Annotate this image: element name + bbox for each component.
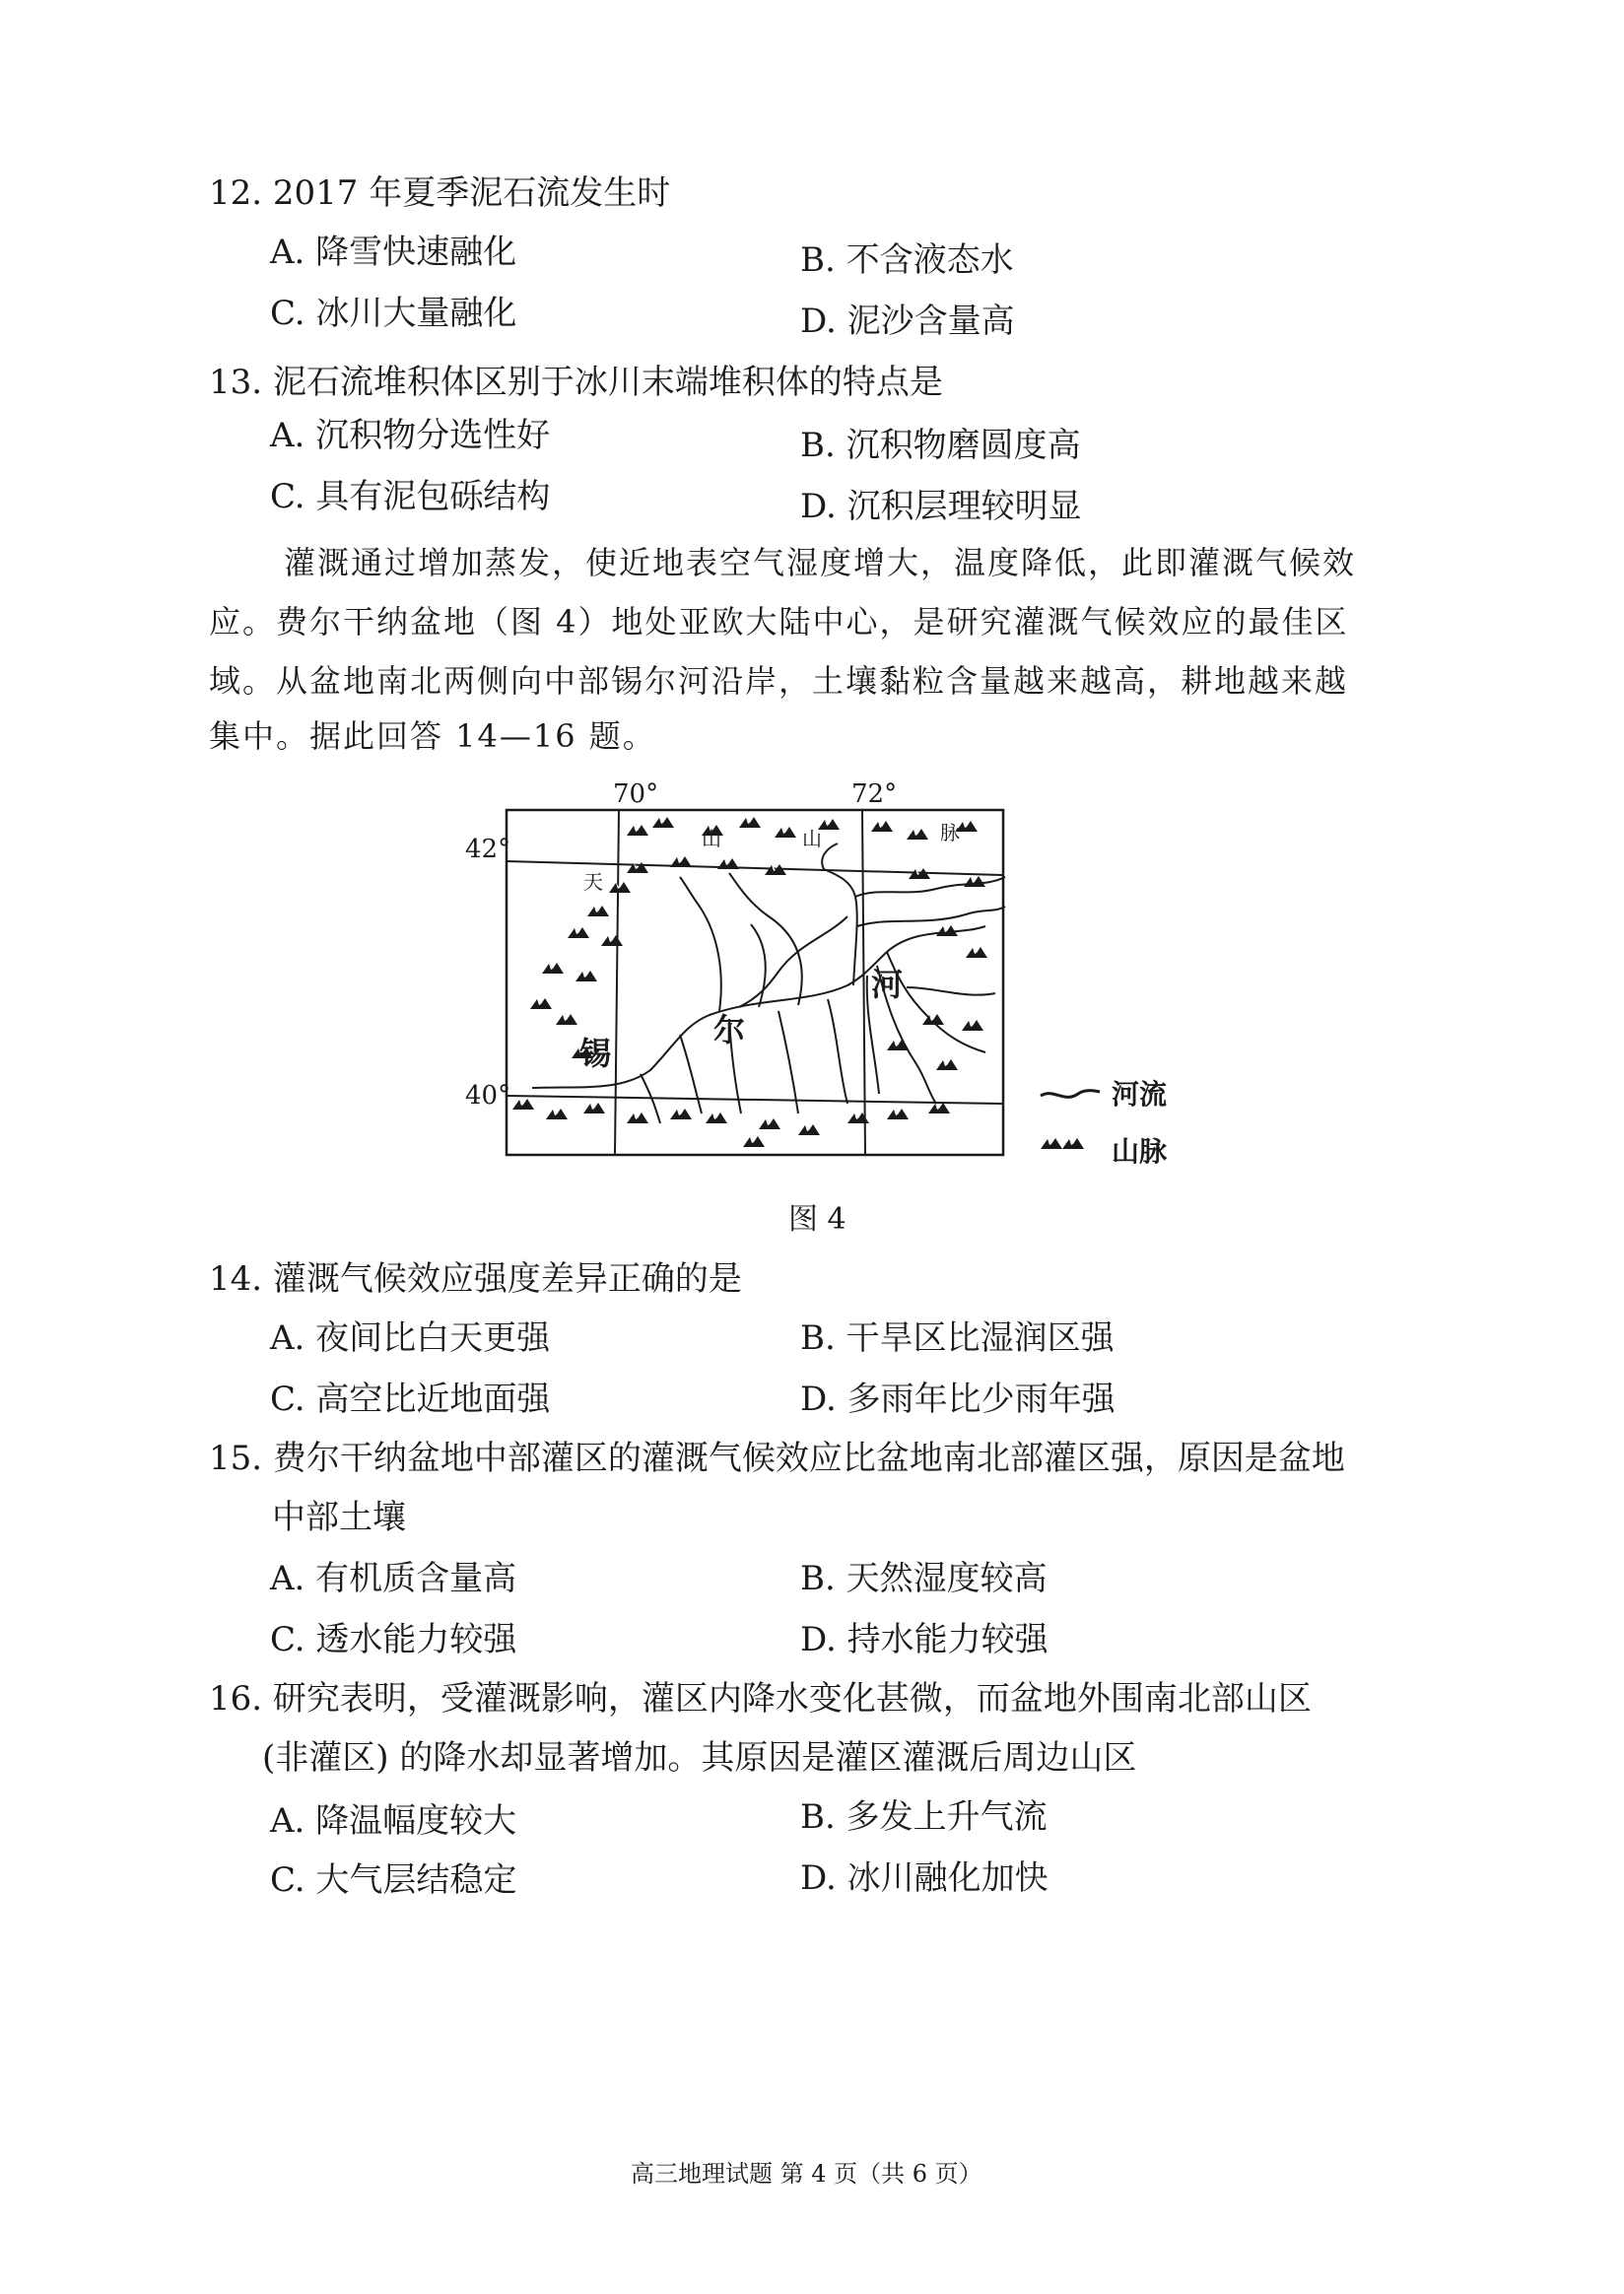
map-char-shan-1: 山	[702, 827, 721, 850]
river-south-7	[680, 1035, 702, 1113]
mountain-34	[627, 1113, 648, 1123]
mountain-23	[556, 1014, 577, 1025]
river-network	[532, 843, 1005, 1123]
mountain-5	[775, 827, 796, 838]
question-16-stem-cont: (非灌区) 的降水却显著增加。其原因是灌区灌溉后周边山区	[262, 1738, 1137, 1778]
question-14-option-d[interactable]: D. 多雨年比少雨年强	[800, 1380, 1116, 1419]
mountain-26	[966, 947, 987, 958]
mountain-39	[743, 1136, 765, 1147]
question-14-option-c[interactable]: C. 高空比近地面强	[270, 1380, 551, 1419]
question-15-stem-cont: 中部土壤	[272, 1498, 406, 1537]
question-16-stem: 16. 研究表明，受灌溉影响，灌区内降水变化甚微，而盆地外围南北部山区	[209, 1679, 1312, 1719]
mountain-21	[575, 971, 597, 981]
fergana-basin-map	[465, 778, 1202, 1173]
mountain-1	[627, 825, 648, 836]
lat-line-42	[507, 861, 1003, 875]
question-15-stem: 15. 费尔干纳盆地中部灌区的灌溉气候效应比盆地南北部灌区强，原因是盆地	[209, 1439, 1345, 1478]
passage-line-1: 灌溉通过增加蒸发，使近地表空气湿度增大，温度降低，此即灌溉气候效	[284, 544, 1357, 581]
map-char-tian: 天	[583, 870, 603, 894]
river-north-3	[729, 873, 802, 1005]
river-naryn	[824, 869, 857, 985]
question-14-stem: 14. 灌溉气候效应强度差异正确的是	[209, 1259, 742, 1299]
lat-label-42: 42°	[465, 835, 511, 864]
river-east-1	[907, 987, 995, 995]
page-footer: 高三地理试题 第 4 页（共 6 页）	[631, 2160, 982, 2188]
river-north-7	[822, 843, 838, 869]
map-char-xi: 锡	[579, 1035, 612, 1072]
mountain-16	[609, 882, 631, 893]
mountain-36	[706, 1113, 727, 1123]
question-16-option-c[interactable]: C. 大气层结稳定	[270, 1860, 517, 1900]
mountain-32	[546, 1109, 568, 1119]
question-15-option-b[interactable]: B. 天然湿度较高	[800, 1559, 1048, 1598]
legend-river-label: 河流	[1112, 1078, 1168, 1111]
mountain-42	[928, 1103, 950, 1113]
mountain-7	[871, 821, 893, 832]
river-north-4	[680, 877, 721, 1011]
mountain-41	[887, 1109, 909, 1119]
question-16-option-a[interactable]: A. 降温幅度较大	[270, 1801, 517, 1841]
mountain-2	[652, 817, 674, 828]
question-15-option-a[interactable]: A. 有机质含量高	[270, 1559, 517, 1598]
mountain-15	[964, 876, 985, 887]
lon-label-70: 70°	[613, 779, 659, 809]
mountain-20	[542, 963, 564, 974]
mountain-11	[670, 856, 692, 867]
map-legend	[1041, 1078, 1168, 1168]
question-14-option-b[interactable]: B. 干旱区比湿润区强	[800, 1318, 1115, 1358]
mountain-18	[568, 927, 589, 938]
map-char-er: 尔	[713, 1011, 746, 1048]
mountain-30	[936, 1059, 958, 1070]
lon-line-70	[615, 810, 619, 1155]
mountain-38	[798, 1124, 820, 1135]
mountain-4	[739, 817, 761, 828]
map-char-mai: 脉	[940, 821, 960, 844]
question-12-option-d[interactable]: D. 泥沙含量高	[800, 302, 1015, 341]
question-13-option-b[interactable]: B. 沉积物磨圆度高	[800, 426, 1081, 465]
mountain-40	[847, 1113, 869, 1123]
passage-line-4: 集中。据此回答 14—16 题。	[209, 717, 656, 755]
lat-label-40: 40°	[465, 1081, 511, 1111]
mountain-35	[670, 1109, 692, 1119]
question-15-option-d[interactable]: D. 持水能力较强	[800, 1620, 1049, 1659]
map-char-he: 河	[871, 966, 904, 1003]
mountain-33	[583, 1103, 605, 1113]
question-13-option-d[interactable]: D. 沉积层理较明显	[800, 487, 1082, 526]
legend-mountain-symbol	[1041, 1138, 1062, 1149]
question-15-option-c[interactable]: C. 透水能力较强	[270, 1620, 517, 1659]
mountain-28	[962, 1020, 983, 1031]
question-16-option-b[interactable]: B. 多发上升气流	[800, 1797, 1048, 1837]
question-12-option-c[interactable]: C. 冰川大量融化	[270, 294, 517, 333]
mountain-8	[907, 829, 928, 840]
mountain-12	[717, 858, 739, 869]
river-south-5	[778, 1011, 798, 1113]
lon-line-72	[862, 810, 865, 1155]
question-13-stem: 13. 泥石流堆积体区别于冰川末端堆积体的特点是	[209, 363, 943, 402]
lat-line-40	[507, 1096, 1003, 1104]
river-south-4	[828, 999, 847, 1104]
question-12-option-b[interactable]: B. 不含液态水	[800, 240, 1014, 280]
figure-caption: 图 4	[788, 1202, 846, 1237]
legend-river-symbol	[1041, 1091, 1100, 1098]
river-north-2	[857, 907, 1005, 926]
lon-label-72: 72°	[851, 779, 898, 809]
mountain-31	[512, 1099, 534, 1110]
question-12-stem: 12. 2017 年夏季泥石流发生时	[209, 173, 671, 213]
question-14-option-a[interactable]: A. 夜间比白天更强	[270, 1318, 551, 1358]
passage-line-3: 域。从盆地南北两侧向中部锡尔河沿岸，土壤黏粒含量越来越高，耕地越来越	[209, 662, 1349, 700]
question-16-option-d[interactable]: D. 冰川融化加快	[800, 1858, 1049, 1898]
map-char-shan-2: 山	[802, 827, 822, 850]
question-13-option-a[interactable]: A. 沉积物分选性好	[270, 416, 551, 455]
legend-mountain-label: 山脉	[1112, 1135, 1168, 1168]
mountain-17	[587, 906, 609, 916]
mountain-22	[530, 998, 552, 1009]
question-12-option-a[interactable]: A. 降雪快速融化	[270, 233, 517, 272]
legend-mountain-symbol-2	[1062, 1138, 1084, 1149]
question-13-option-c[interactable]: C. 具有泥包砾结构	[270, 477, 551, 516]
passage-line-2: 应。费尔干纳盆地（图 4）地处亚欧大陆中心，是研究灌溉气候效应的最佳区	[209, 603, 1349, 641]
mountain-19	[601, 935, 623, 946]
mountain-37	[759, 1118, 780, 1129]
